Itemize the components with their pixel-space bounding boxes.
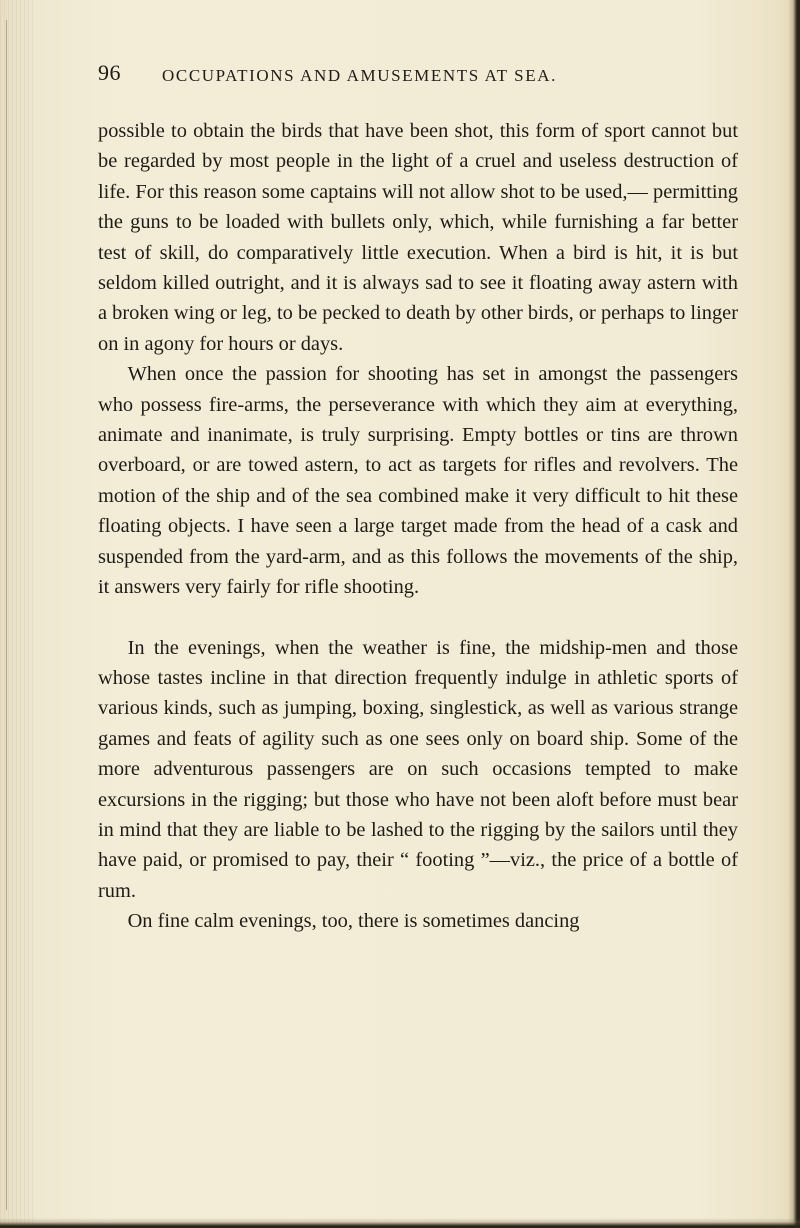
page-gutter: [0, 0, 34, 1228]
running-head: OCCUPATIONS AND AMUSEMENTS AT SEA.: [162, 66, 557, 85]
paragraph-target-shooting: When once the passion for shooting has set in amongst the passengers who possess fire-arms, the perseverance with which they aim at everything, animate and inanimate, is truly surprising. Empty bottles or tins are thrown overboard, or are towed astern, to act as targets for rifles and revolvers. The motion of the ship and of the sea combined make it very difficult to hit these floating objects. I have seen a large target made from the head of a cask and suspended from the yard-arm, and as this follows the movements of the ship, it answers very fairly for rifle shooting.: [98, 363, 738, 599]
paragraph-athletic-sports: In the evenings, when the weather is fine, the midship-men and those whose tastes incline in that direction frequently indulge in athletic sports of various kinds, such as jumping, boxing, singlestick, as well as various strange games and feats of agility such as one sees only on board ship. Some of the more adventurous passengers are on such occasions tempted to make excursions in the rigging; but those who have not been aloft before must bear in mind that they are liable to be lashed to the rigging by the sailors until they have paid, or promised to pay, their “ footing ”—viz., the price of a bottle of rum.: [98, 636, 738, 902]
page-right-edge: [788, 0, 800, 1228]
body-text: [98, 116, 738, 937]
spine-line: [6, 20, 7, 1210]
page-number: 96: [98, 60, 121, 85]
paragraph-dancing: On fine calm evenings, too, there is sometimes dancing: [127, 910, 580, 933]
page-bottom-edge: [0, 1218, 800, 1228]
paragraph-bird-shooting: possible to obtain the birds that have been shot, this form of sport cannot but be regarded by most people in the light of a cruel and useless destruction of life. For this reason some captains will not allow shot to be used,— permitting the guns to be loaded with bullets only, which, while furnishing a far better test of skill, do comparatively little execution. When a bird is hit, it is but seldom killed outright, and it is always sad to see it floating away astern with a broken wing or leg, to be pecked to death by other birds, or perhaps to linger on in agony for hours or days.: [98, 120, 738, 355]
page-header: [98, 60, 738, 90]
